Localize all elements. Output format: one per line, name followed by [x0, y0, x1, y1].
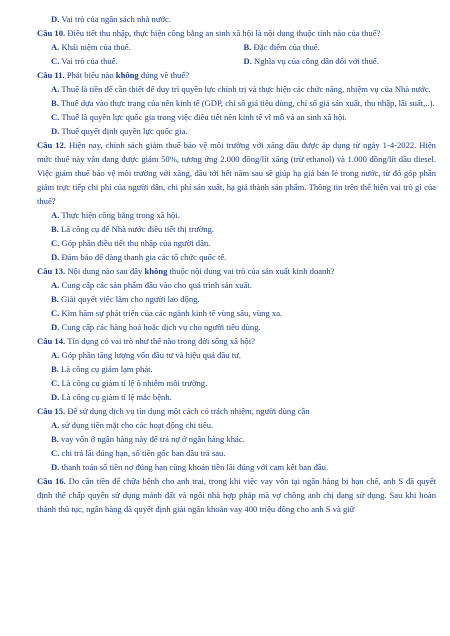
option-letter: C.: [51, 238, 60, 248]
question-number: Câu 16.: [37, 476, 66, 486]
q13-option-a: [37, 278, 436, 292]
option-letter: A.: [51, 210, 60, 220]
question-14: [37, 334, 436, 348]
option-text: Khái niệm của thuế.: [61, 42, 131, 52]
q9-option-d: [37, 12, 436, 26]
option-letter: B.: [51, 294, 59, 304]
option-text: Giải quyết việc làm cho người lao động.: [61, 294, 200, 304]
option-letter: A.: [51, 42, 60, 52]
question-number: Câu 12.: [37, 140, 66, 150]
q11-option-a: [37, 82, 436, 96]
q15-option-a: [37, 418, 436, 432]
option-letter: C.: [51, 308, 60, 318]
q12-option-c: [37, 236, 436, 250]
option-letter: C.: [51, 112, 60, 122]
q13-option-b: [37, 292, 436, 306]
option-text: sử dụng tiền mặt cho các hoạt động chi tiêu.: [61, 420, 214, 430]
option-letter: D.: [51, 126, 60, 136]
option-letter: A.: [51, 350, 60, 360]
option-text: Là công cụ giảm lạm phát.: [61, 364, 153, 374]
option-text: Góp phần điều tiết thu nhập của người dân.: [61, 238, 211, 248]
q13-option-d: [37, 320, 436, 334]
question-keyword: không: [144, 266, 168, 276]
option-letter: D.: [51, 252, 60, 262]
option-text: Cung cấp các hàng hoá hoặc dịch vụ cho người tiêu dùng.: [61, 322, 261, 332]
question-keyword: không: [115, 70, 139, 80]
option-letter: A.: [51, 84, 60, 94]
option-letter: B.: [51, 224, 59, 234]
option-letter: B.: [243, 42, 252, 52]
question-text: Hiện nay, chính sách giảm thuế bảo vệ môi trường với xăng dầu được áp dụng từ ngày 1-4-2022. Hiện mức thuế này vẫn đang được giảm 50%, tương ứng 2.000 đồng/lít xăng (trừ ethanol) và 1.000 đồng/lít dầu diesel. Việc giảm thuế bảo vệ môi trường với xăng, dầu tới hết năm sau sẽ giúp hạ giá bán lẻ trong nước, từ đó góp phần giảm trực tiếp chi phí của người dân, chi phí sản xuất, hạ giá thành sản phẩm. Thông tin trên thể hiện vai trò gì của thuế?: [37, 140, 436, 206]
q14-option-c: [37, 376, 436, 390]
option-text: Nghĩa vụ của công dân đối với thuế.: [254, 56, 379, 66]
option-text: thanh toán số tiền nợ đúng hạn cùng khoản tiền lãi đúng với cam kết ban đầu.: [61, 462, 329, 472]
q12-option-d: [37, 250, 436, 264]
option-text: Đảm bảo để dàng thanh gia các tổ chức quốc tế.: [61, 252, 227, 262]
option-text: Góp phần tăng lượng vốn đầu tư và hiệu quả đầu tư.: [61, 350, 241, 360]
q12-option-a: [37, 208, 436, 222]
question-text-pre: Nội dung nào sau đây: [67, 266, 143, 276]
q10-option-c: [51, 54, 244, 68]
option-letter: A.: [51, 280, 60, 290]
q14-option-b: [37, 362, 436, 376]
option-text: chi trả lãi đúng hạn, số tiền gốc ban đầu trả sau.: [61, 448, 226, 458]
option-letter: D.: [51, 14, 60, 24]
question-text: Điều tiết thu nhập, thực hiện công bằng an sinh xã hội là nội dung thuộc tính nào của thuế?: [67, 28, 381, 38]
question-13: [37, 264, 436, 278]
option-text: Đặc điểm của thuế.: [253, 42, 320, 52]
question-text-pre: Phát biểu nào: [66, 70, 114, 80]
option-text: Thực hiện công bằng trong xã hội.: [61, 210, 180, 220]
option-letter: A.: [51, 420, 60, 430]
option-text: Là công cụ giảm tỉ lệ ô nhiễm môi trường.: [61, 378, 208, 388]
q12-option-b: [37, 222, 436, 236]
q15-option-b: [37, 432, 436, 446]
option-letter: C.: [51, 56, 60, 66]
q15-option-d: [37, 460, 436, 474]
q15-option-c: [37, 446, 436, 460]
question-text: Do cần tiền để chữa bệnh cho anh trai, trong khi việc vay vốn tại ngân hàng bị hạn chế, anh S đã quyết định thế chấp quyền sử dụng mảnh đất và ngôi nhà hợp pháp mà vợ chồng anh chị đang sử dụng. Sau khi hoàn thành thủ tục, ngân hàng đã quyết định giải ngân khoản vay 400 triệu đồng cho anh S và giữ: [37, 476, 436, 514]
option-letter: C.: [51, 448, 60, 458]
option-text: Vai trò của thuế.: [61, 56, 118, 66]
q11-option-d: [37, 124, 436, 138]
q10-options-row-1: [37, 40, 436, 54]
question-15: [37, 404, 436, 418]
q11-option-c: [37, 110, 436, 124]
option-text: vay vốn ở ngân hàng này để trả nợ ở ngân hàng khác.: [61, 434, 245, 444]
question-16: [37, 474, 436, 516]
option-text: Thuế quyết định quyền lực quốc gia.: [61, 126, 188, 136]
question-text-post: thuộc nội dung vai trò của sản xuất kinh doanh?: [169, 266, 335, 276]
option-text: Vai trò của ngân sách nhà nước.: [61, 14, 172, 24]
question-11: [37, 68, 436, 82]
option-letter: B.: [51, 364, 59, 374]
option-text: Kìm hãm sự phát triển của các ngành kinh tế vùng sâu, vùng xa.: [61, 308, 283, 318]
q10-option-b: [244, 40, 437, 54]
option-letter: B.: [51, 98, 59, 108]
option-letter: C.: [51, 378, 60, 388]
question-text-post: đúng về thuế?: [140, 70, 190, 80]
question-12: [37, 138, 436, 208]
option-text: Cung cấp các sản phẩm đầu vào cho quá trình sản xuất.: [61, 280, 252, 290]
option-text: Là công cụ giảm tỉ lệ mắc bệnh.: [61, 392, 172, 402]
option-letter: B.: [51, 434, 59, 444]
question-number: Câu 10.: [37, 28, 66, 38]
q10-option-d: [244, 54, 437, 68]
option-letter: D.: [51, 392, 60, 402]
option-text: Thuế là quyền lực quốc gia trong việc điều tiết nền kinh tế vĩ mô và an sinh xã hội.: [61, 112, 347, 122]
option-text: Là công cụ để Nhà nước điều tiết thị trường.: [61, 224, 215, 234]
q10-options-row-2: [37, 54, 436, 68]
option-letter: D.: [51, 462, 60, 472]
option-letter: D.: [51, 322, 60, 332]
q14-option-d: [37, 390, 436, 404]
q13-option-c: [37, 306, 436, 320]
option-text: Thuế là tiền để cần thiết để duy trì quyền lực chính trị và thực hiện các chức năng, nhiệm vụ của Nhà nước.: [61, 84, 431, 94]
question-number: Câu 15.: [37, 406, 66, 416]
question-text: Tín dụng có vai trò như thế nào trong đời sống xã hội?: [67, 336, 255, 346]
question-number: Câu 11.: [37, 70, 65, 80]
q14-option-a: [37, 348, 436, 362]
question-number: Câu 14.: [37, 336, 66, 346]
q11-option-b: [37, 96, 436, 110]
question-10: [37, 26, 436, 40]
option-letter: D.: [243, 56, 252, 66]
option-text: Thuế dựa vào thực trạng của nền kinh tế (GDP, chỉ số giá tiêu dùng, chỉ số giá sản xuất, thu nhập, lãi suất,..).: [60, 98, 435, 108]
q10-option-a: [51, 40, 244, 54]
question-number: Câu 13.: [37, 266, 66, 276]
question-text: Để sử dụng dịch vụ tín dụng một cách có trách nhiệm, người dùng cần: [67, 406, 310, 416]
